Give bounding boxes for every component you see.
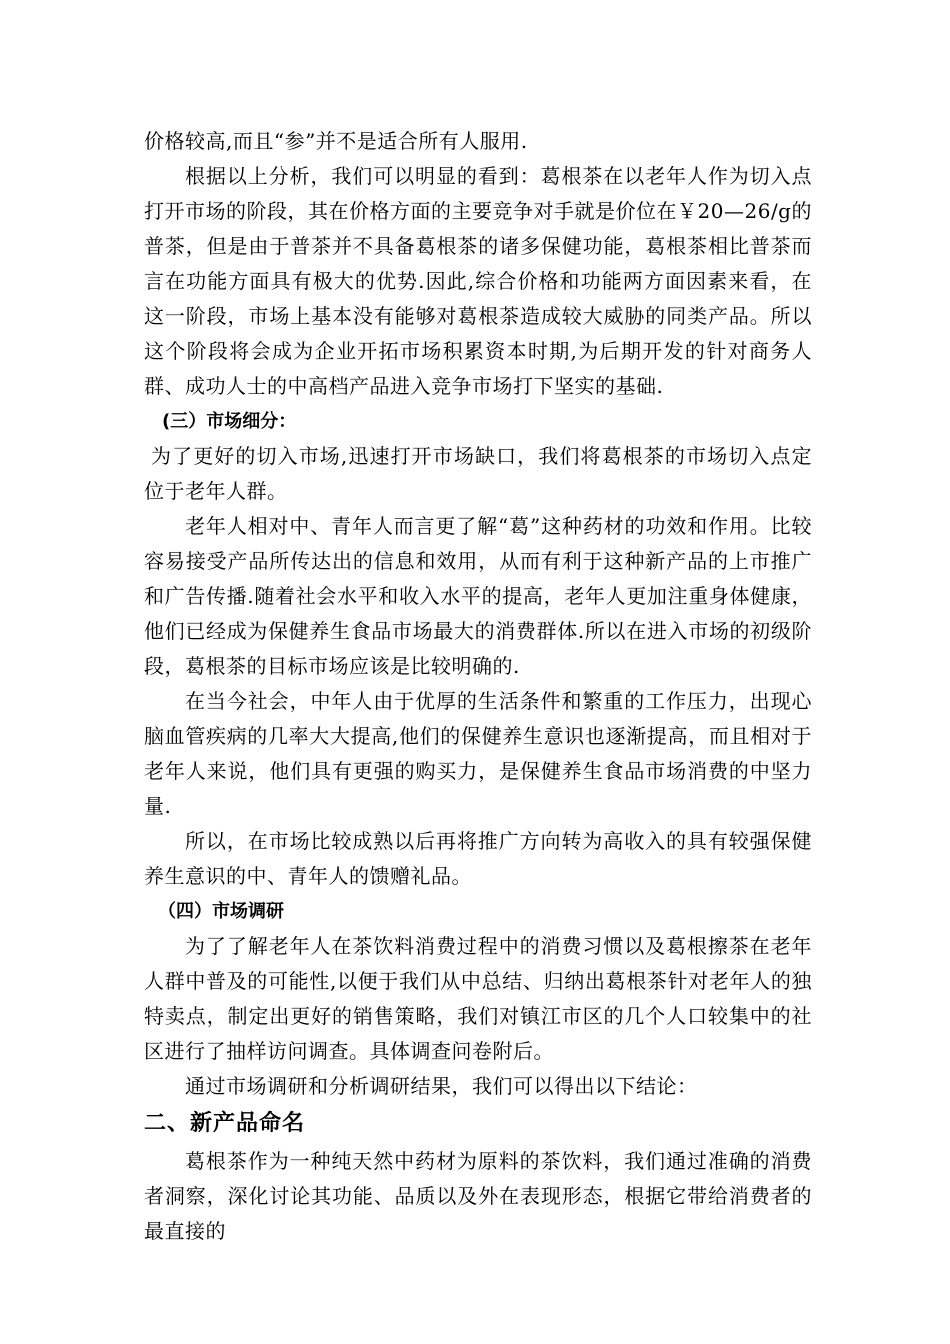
paragraph: 葛根茶作为一种纯天然中药材为原料的茶饮料，我们通过准确的消费者洞察，深化讨论其功能、品质以及外在表现形态，根据它带给消费者的最直接的 bbox=[144, 1149, 812, 1243]
paragraph: 所以，在市场比较成熟以后再将推广方向转为高收入的具有较强保健养生意识的中、青年人的馈赠礼品。 bbox=[144, 829, 812, 888]
paragraph: 在当今社会，中年人由于优厚的生活条件和繁重的工作压力，出现心脑血管疾病的几率大大提高,他们的保健养生意识也逐渐提高，而且相对于老年人来说，他们具有更强的购买力，是保健养生食品市场消费的中坚力量. bbox=[144, 689, 812, 818]
paragraph: 老年人相对中、青年人而言更了解“葛”这种药材的功效和作用。比较容易接受产品所传达出的信息和效用，从而有利于这种新产品的上市推广和广告传播.随着社会水平和收入水平的提高，老年人更加注重身体健康，他们已经成为保健养生食品市场最大的消费群体.所以在进入市场的初级阶段，葛根茶的目标市场应该是比较明确的. bbox=[144, 514, 812, 678]
paragraph: 根据以上分析，我们可以明显的看到：葛根茶在以老年人作为切入点打开市场的阶段，其在价格方面的主要竞争对手就是价位在￥20—26/g的普茶，但是由于普茶并不具备葛根茶的诸多保健功能，葛根茶相比普茶而言在功能方面具有极大的优势.因此,综合价格和功能两方面因素来看，在这一阶段，市场上基本没有能够对葛根茶造成较大威胁的同类产品。所以这个阶段将会成为企业开拓市场积累资本时期,为后期开发的针对商务人群、成功人士的中高档产品进入竞争市场打下坚实的基础. bbox=[144, 164, 812, 398]
paragraph: 通过市场调研和分析调研结果，我们可以得出以下结论： bbox=[185, 1074, 698, 1098]
section-heading-market-research: （四）市场调研 bbox=[158, 901, 284, 922]
paragraph: 价格较高,而且“参”并不是适合所有人服用. bbox=[144, 129, 528, 153]
section-heading-market-segmentation: (三）市场细分： bbox=[162, 411, 297, 432]
document-body bbox=[144, 124, 812, 1249]
paragraph: 为了更好的切入市场,迅速打开市场缺口，我们将葛根茶的市场切入点定位于老年人群。 bbox=[144, 444, 812, 503]
chapter-heading-new-product-naming: 二、新产品命名 bbox=[144, 1111, 306, 1136]
paragraph: 为了了解老年人在茶饮料消费过程中的消费习惯以及葛根擦茶在老年人群中普及的可能性,以便于我们从中总结、归纳出葛根茶针对老年人的独特卖点，制定出更好的销售策略，我们对镇江市区的几个人口较集中的社区进行了抽样访问调查。具体调查问卷附后。 bbox=[144, 934, 812, 1063]
